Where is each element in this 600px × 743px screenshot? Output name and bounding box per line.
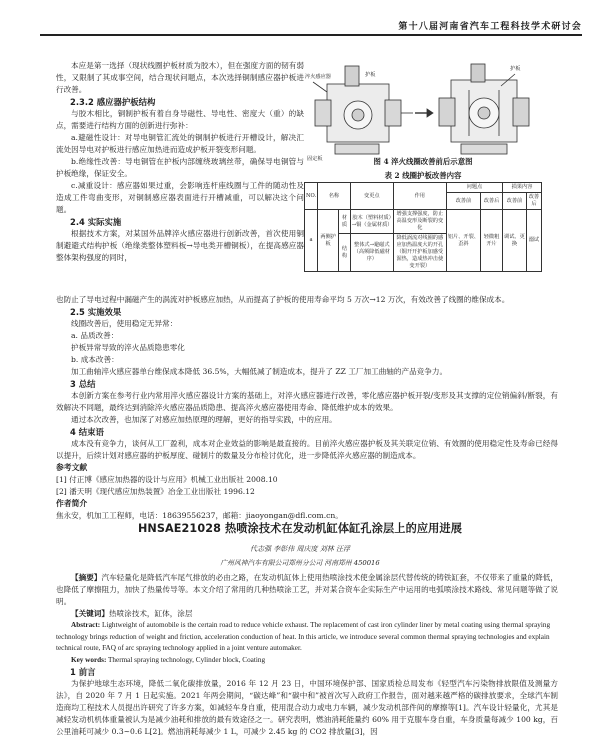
running-header-text: 第十八届河南省汽车工程科技学术研讨会 bbox=[398, 22, 582, 32]
paragraph: 本创新方案在参考行业内常用淬火感应器设计方案的基础上，对淬火感应器进行改善，零化感应器护板开裂/变形及其支撑的定位销偏斜/断裂，有效解决不同题，最终达到消除淬火感应器品质隐患、提高淬火感应器使用寿命、降低维护成本的效果。 bbox=[56, 391, 558, 412]
abstract-en-text: Lightweight of automobile is the certain road to reduce vehicle exhaust. The replacement of cast iron cylinder liner by metal coating using thermal spraying technology brings reduction of weight and friction, acceleration conduction of heat. In this article, we introduce several common thermal spraying technologies and explain technical route, FAQ of arc spraying technology applied in a joint venture automaker. bbox=[56, 621, 551, 652]
abstract-label: 【摘要】 bbox=[71, 573, 102, 582]
abstract-cn bbox=[56, 572, 558, 608]
section-heading: 1 前言 bbox=[70, 667, 96, 677]
abstract-en bbox=[56, 620, 558, 655]
section-heading: 2.3.2 感应器护板结构 bbox=[70, 97, 156, 107]
paragraph: 与胶木相比，铜制护板有着自身导磁性、导电性、密度大（重）的缺点，需要进行结构方面的创新进行弥补： bbox=[56, 109, 304, 130]
table-header-cell: 变更点 bbox=[350, 183, 393, 210]
left-column bbox=[56, 60, 304, 264]
full-width-body bbox=[56, 294, 558, 522]
abstract-text: 汽车轻量化是降低汽车尾气排放的必由之路，在发动机缸体上使用热喷涂技术使金属涂层代替传统的铸铁缸套，不仅带来了重量的降低，也降低了摩擦阻力，加快了热量传导等。本文介绍了常用的几种热喷涂工艺，并对某合资车企实际生产中运用的电弧喷涂技术路线、常见问题等做了说明。 bbox=[56, 573, 559, 606]
paragraph: c.减重设计：感应器如果过重，会影响连杆座线圈与工件的随动性及造成工件弯曲变形，对铜制感应器表面进行开槽减重，可以解决这个问题。 bbox=[56, 181, 304, 214]
table-header-cell: NO. bbox=[305, 183, 318, 210]
table-cell: 调试、更换 bbox=[503, 210, 527, 272]
table-header-cell: 损果内容 bbox=[503, 183, 542, 193]
fig-label: 护板 bbox=[365, 72, 376, 78]
paragraph: 加工曲轴淬火感应器单台维保成本降低 36.5%，大幅低减了制造成本，提升了 ZZ 工厂加工曲轴的产品竞争力。 bbox=[71, 367, 448, 376]
article-affiliation: 广州风神汽车有限公司郑州分公司 河南郑州 450016 bbox=[220, 559, 380, 567]
section-heading: 2.5 实施效果 bbox=[70, 307, 122, 317]
figure-4-caption: 图 4 淬火线圈改善前后示意图 bbox=[373, 157, 473, 166]
abstract-en-label: Abstract: bbox=[71, 621, 101, 629]
table-cell: 溺试 bbox=[526, 210, 541, 272]
table-cell: 轻微粗开片 bbox=[480, 210, 502, 272]
table-header-cell: 名称 bbox=[318, 183, 351, 210]
reference-item: [1] 付正博《感应加热器的设计与应用》机械工业出版社 2008.10 bbox=[56, 475, 278, 484]
section-heading: 2.4 实际实施 bbox=[70, 217, 122, 227]
table-header-row bbox=[305, 183, 542, 193]
table-subheader-cell: 改善前 bbox=[446, 193, 480, 210]
keywords-en bbox=[56, 655, 558, 667]
fig-label: 淬火感应器 bbox=[305, 74, 331, 80]
references-heading: 参考文献 bbox=[56, 463, 88, 472]
intro-paragraph: 本应是第一选择（现状线圈护板材质为胶木），但在强度方面的韧有弱性，又限制了其成事空间，结合现状问题点，本次选择铜制感应器护板进行改善。 bbox=[56, 61, 304, 94]
table-cell: 增强支撑强度，防止高温变形及断裂的变化 bbox=[393, 210, 446, 234]
article-title: HNSAE21028 热喷涂技术在发动机缸体缸孔涂层上的应用进展 bbox=[137, 522, 463, 535]
table-header-cell: 问题点 bbox=[446, 183, 502, 193]
paragraph: 成本没有竞争力，谈何从工厂盈利，成本对企业效益的影响是最直接的。目前淬火感应器护板及其关联定位销、有效圈的使用稳定性及寿命已经得以提升，后续计划对感应器的护板厚度、碰制片的数量及分布检讨优化，进一步降低淬火感应器的制造成本。 bbox=[56, 439, 558, 460]
paragraph: 线圈改善后，使用稳定无异常： bbox=[71, 319, 178, 328]
keywords-cn bbox=[56, 608, 558, 620]
table-cell: 胶木（塑料材质）→铜（金属材质） bbox=[350, 210, 393, 234]
paragraph: b.绝缘性改善：导电铜管在护板内部缠绕玻璃丝带，确保导电铜管与护板绝缘，保证安全。 bbox=[56, 157, 304, 178]
fig-label: 固定板 bbox=[307, 156, 323, 162]
table-cell: 结构 bbox=[339, 234, 351, 272]
table-header-cell: 作用 bbox=[393, 183, 446, 210]
paragraph: a. 品质改善： bbox=[71, 331, 119, 340]
table-cell: 两侧护板 bbox=[318, 210, 339, 272]
author-info-heading: 作者简介 bbox=[56, 499, 88, 508]
keywords-text: 热喷涂技术，缸体，涂层 bbox=[108, 609, 193, 618]
article-authors: 代志强 李彰伟 周庆度 刘林 汪浮 bbox=[250, 545, 350, 553]
article2-body bbox=[56, 572, 558, 738]
paragraph: 也防止了导电过程中漏磁产生的涡流对护板感应加热，从而提高了护板的使用寿命平均 5 万次→12 万次，有效改善了线圈的维保成本。 bbox=[56, 295, 510, 304]
table-subheader-cell: 改善前 bbox=[503, 193, 527, 210]
fig-label: 护板 bbox=[510, 66, 521, 72]
table-cell: 降低涡流对线圈的感应加热温度大的开孔（铜开开护板加感受渥热，造成热冲击使变开裂） bbox=[393, 234, 446, 272]
table-cell: 铝片、开裂、歪斜 bbox=[446, 210, 480, 272]
keywords-en-text: Thermal spraying technology, Cylinder block, Coating bbox=[108, 655, 266, 664]
table-2-caption: 表 2 线圈护板改善内容 bbox=[384, 171, 462, 180]
table-subheader-cell: 改善后 bbox=[480, 193, 502, 210]
paragraph: 通过本次改善，也加深了对感应加热原理的理解，更好的指导实践，中的应用。 bbox=[71, 415, 337, 424]
section-heading: 3 总结 bbox=[70, 379, 96, 389]
author-info: 焦永安，机加工工程师，电话：18639556237，邮箱：jiaoyongan@dfl.com.cn。 bbox=[56, 511, 343, 520]
running-header bbox=[40, 14, 582, 36]
paragraph: a.避磁性设计：对导电铜管汇流处的铜制护板进行开槽设计，解决汇流处因导电对护板进行感应加热进而造成护板开裂变形问题。 bbox=[56, 133, 304, 154]
paragraph: b. 成本改善： bbox=[71, 355, 119, 364]
table-cell: a bbox=[305, 210, 318, 272]
table-cell: 材质 bbox=[339, 210, 351, 234]
keywords-en-label: Key words: bbox=[71, 655, 107, 664]
keywords-label: 【关键词】 bbox=[71, 609, 109, 618]
table-subheader-cell: 改善后 bbox=[526, 193, 541, 210]
table-cell: 整体式→避磁式（高频降低磁材序） bbox=[350, 234, 393, 272]
table-2 bbox=[304, 182, 542, 272]
paragraph: 护板异常导致的淬火品质隐患零化 bbox=[71, 343, 185, 352]
reference-item: [2] 潘天明《现代感应加热装置》冶金工业出版社 1996.12 bbox=[56, 487, 255, 496]
table-row bbox=[305, 210, 542, 234]
paragraph: 根据技术方案，对某国外品牌淬火感应器进行创新改善，首次使用铜制避避式结构护板（绝缘类整体塑料板→导电类开槽铜板），在提高感应器整体架构强度的同时， bbox=[56, 229, 304, 262]
section-heading: 4 结束语 bbox=[70, 427, 104, 437]
paragraph: 为保护地球生态环境，降低二氧化碳排放量，2016 年 12 月 23 日，中国环境保护部、国家质检总局发布《轻型汽车污染物排放限值及测量方法》，自 2020 年 7 月 1 日起实施。2021 年两会期间，“碳达峰”和“碳中和”被首次写入政府工作报告，面对越来越严格的碳排放要求，全球汽车制造商均工程技术人员提出许研究了许多方案，如减轻车身自重，使用混合动力或电力车辆，减少发动机部件间的摩擦等[1]。汽车设计轻量化，尤其是减轻发动机机体重量被认为是减少油耗和排放的最有效途径之一。研究表明，燃油消耗能量约 60% 用于克服车身自重，车身质量每减少 100 kg，百公里油耗可减少 0.3~0.6 L[2]。燃油消耗每减少 1 L，可减少 2.45 kg 的 CO2 排放量[3]，因 bbox=[56, 679, 558, 736]
